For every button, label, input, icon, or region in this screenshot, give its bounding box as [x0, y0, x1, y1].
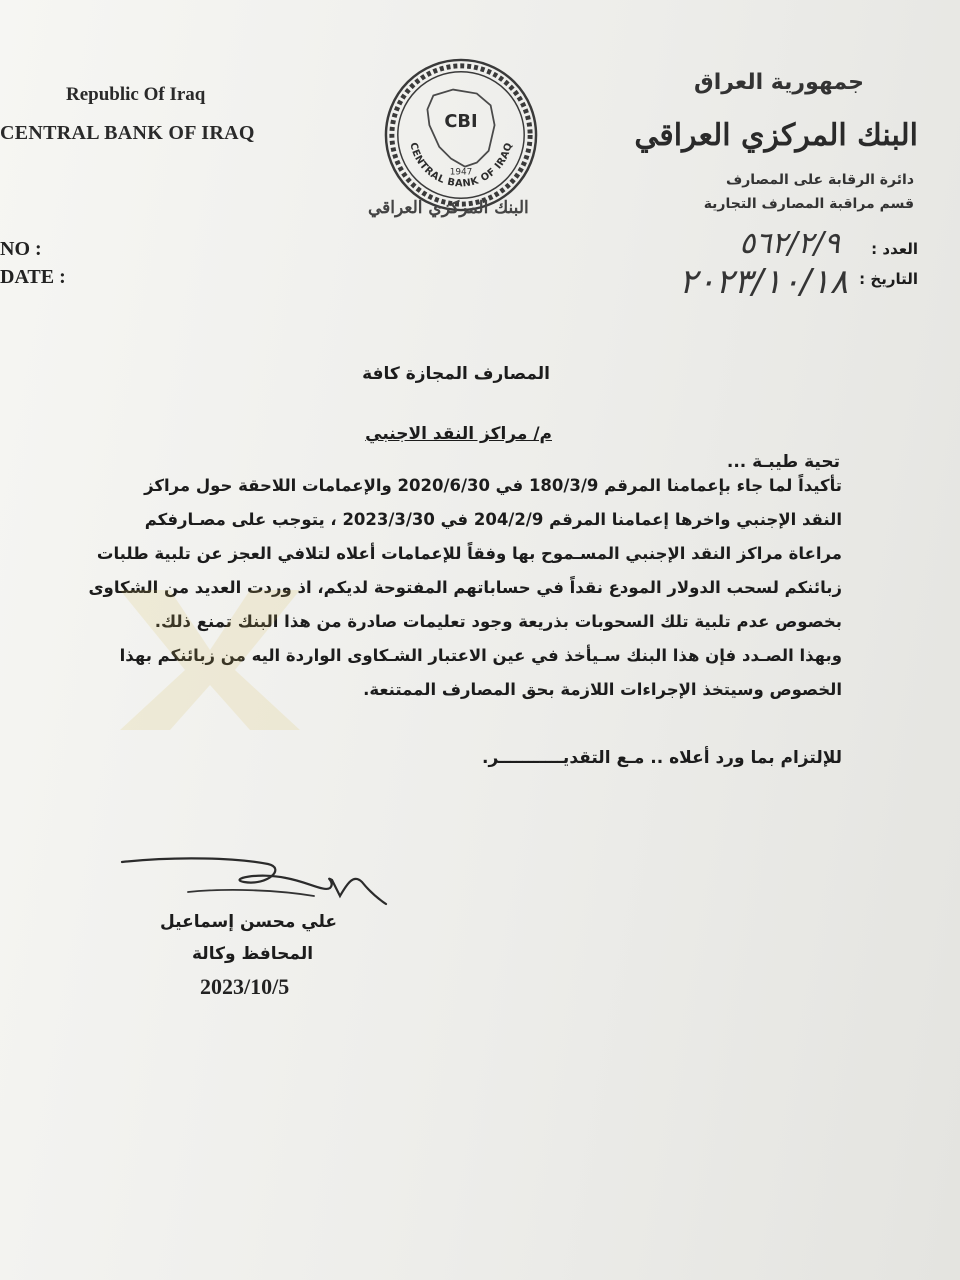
body-line: وبهذا الصـدد فإن هذا البنك سـيأخذ في عين الاعتبار الشـكاوى الواردة اليه من زبائنكم بهذا [119, 646, 842, 665]
header-bank-ar: البنك المركزي العراقي [634, 118, 918, 153]
cbi-seal-logo [382, 56, 540, 214]
letter-closing: للإلتزام بما ورد أعلاه .. مـع التقديـــــــــــر. [481, 748, 842, 768]
body-line: مراعاة مراكز النقد الإجنبي المسـموح بها وفقاً للإعمامات أعلاه لتلافي العجز عن تلبية طلبات [96, 544, 842, 563]
header-bank-en: CENTRAL BANK OF IRAQ [0, 122, 255, 144]
signatory-date: 2023/10/5 [200, 974, 290, 999]
no-label-en: NO : [0, 238, 42, 260]
no-label-ar: العدد : [871, 240, 918, 258]
seal-abbr: CBI [444, 112, 478, 133]
date-label-ar: التاريخ : [859, 270, 918, 288]
letter-subject: م/ مراكز النقد الاجنبي [365, 424, 552, 444]
body-line: الخصوص وسيتخذ الإجراءات اللازمة بحق المصارف الممتنعة. [363, 680, 842, 699]
body-line: بخصوص عدم تلبية تلك السحوبات بذريعة وجود تعليمات صادرة من هذا البنك تمنع ذلك. [154, 612, 842, 631]
letter-greeting: تحية طيبـة ... [726, 452, 840, 472]
header-country-ar: جمهورية العراق [694, 70, 864, 95]
seal-caption-ar: البنك المركزي العراقي [368, 198, 529, 218]
svg-text:CENTRAL BANK OF IRAQ [407, 141, 514, 189]
seal-ring-text: CENTRAL BANK OF IRAQ [407, 141, 515, 190]
handwritten-ref-number: ٥٦٢/٢/٩ [739, 226, 840, 261]
body-line: تأكيداً لما جاء بإعمامنا المرقم 180/3/9 في 2020/6/30 والإعمامات اللاحقة حول مراكز [144, 476, 842, 495]
header-country-en: Republic Of Iraq [66, 84, 206, 105]
signatory-title: المحافظ وكالة [192, 944, 314, 964]
watermark-logo [100, 560, 440, 740]
letter-addressee: المصارف المجازة كافة [362, 364, 550, 384]
header-department: دائرة الرقابة على المصارف [725, 172, 914, 188]
seal-year: 1947 [449, 167, 473, 178]
header-section: قسم مراقبة المصارف التجارية [703, 196, 914, 212]
body-line: زبائنكم لسحب الدولار المودع نقداً في حساباتهم المفتوحة لديكم، اذ وردت العديد من الشكاوى [88, 578, 842, 597]
handwritten-date: ٢٠٢٣/١٠/١٨ [678, 262, 848, 302]
body-line: النقد الإجنبي واخرها إعمامنا المرقم 204/2/9 في 2023/3/30 ، يتوجب على مصـارفكم [144, 510, 842, 529]
date-label-en: DATE : [0, 266, 66, 288]
signatory-name: علي محسن إسماعيل [160, 912, 338, 932]
